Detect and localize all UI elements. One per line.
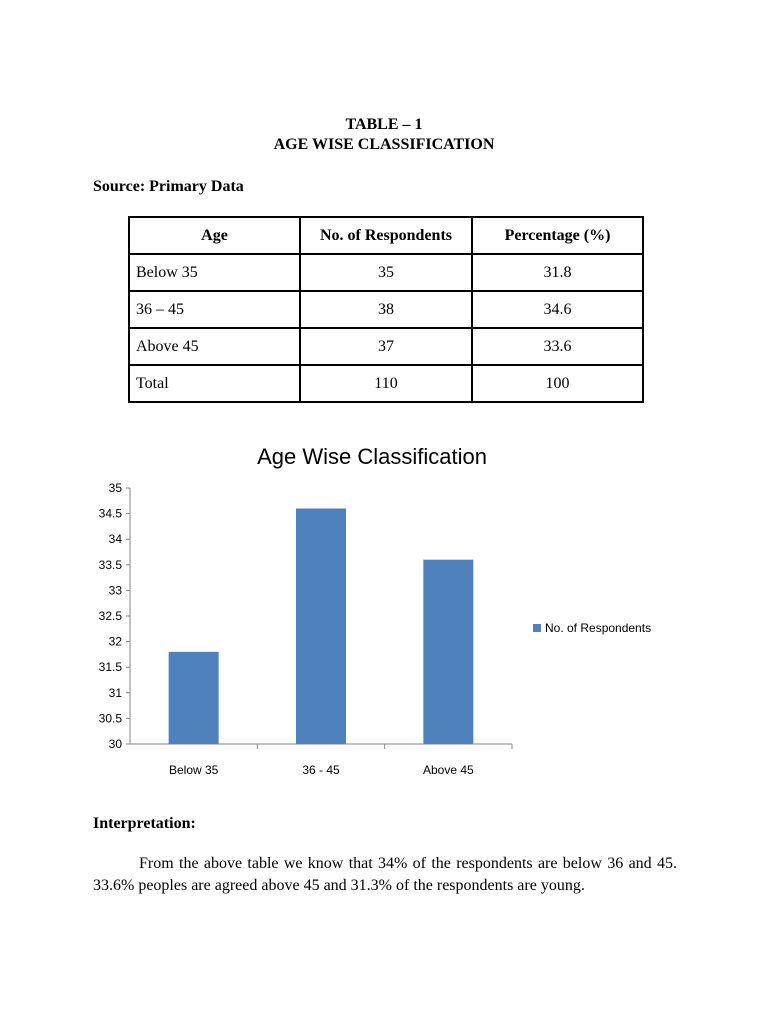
table-cell: Below 35 <box>129 254 300 291</box>
table-row <box>129 328 643 365</box>
x-tick-label: Above 45 <box>422 763 474 777</box>
table-cell: 36 – 45 <box>129 291 300 328</box>
x-tick-label: Below 35 <box>168 763 219 777</box>
bar-below-35 <box>169 652 219 744</box>
table-cell: 33.6 <box>472 328 643 365</box>
table-cell: 38 <box>300 291 472 328</box>
table-cell: Above 45 <box>129 328 300 365</box>
age-classification-table <box>128 216 644 403</box>
table-header-row <box>129 217 643 254</box>
interpretation-heading: Interpretation: <box>93 815 196 832</box>
y-tick-label: 31.5 <box>98 660 122 675</box>
chart-bars <box>169 508 474 744</box>
table-cell: 100 <box>472 365 643 402</box>
table-cell: 34.6 <box>472 291 643 328</box>
y-tick-label: 33 <box>108 583 122 598</box>
table-row <box>129 254 643 291</box>
y-tick-label: 32.5 <box>98 609 122 623</box>
y-tick-label: 35 <box>108 481 122 495</box>
legend-swatch <box>533 624 541 632</box>
bar-above-45 <box>423 560 473 744</box>
chart-legend <box>533 621 651 635</box>
source-line: Source: Primary Data <box>93 178 244 195</box>
y-tick-label: 32 <box>108 634 122 649</box>
y-tick-label: 34 <box>108 532 122 547</box>
table-cell: 37 <box>300 328 472 365</box>
y-tick-label: 34.5 <box>98 506 122 521</box>
bar-36-45 <box>296 508 346 744</box>
bar-chart <box>60 430 700 790</box>
column-header-respondents: No. of Respondents <box>300 217 472 254</box>
table-cell: 31.8 <box>472 254 643 291</box>
interpretation-text: From the above table we know that 34% of the respondents are below 36 and 45. 33.6% peoples are agreed above 45 and 31.3% of the respondents are young. <box>93 855 677 894</box>
table-row-total <box>129 365 643 402</box>
table-title: TABLE – 1 <box>345 116 423 133</box>
x-tick-label: 36 - 45 <box>302 763 340 777</box>
table-row <box>129 291 643 328</box>
table-cell: 110 <box>300 365 472 402</box>
table-cell: Total <box>129 365 300 402</box>
y-tick-label: 30 <box>108 737 122 751</box>
column-header-percentage: Percentage (%) <box>472 217 643 254</box>
y-tick-label: 31 <box>108 685 122 700</box>
table-subtitle: AGE WISE CLASSIFICATION <box>273 136 495 153</box>
y-tick-label: 33.5 <box>98 557 122 572</box>
y-tick-label: 30.5 <box>98 711 122 726</box>
chart-title: Age Wise Classification <box>257 444 487 469</box>
column-header-age: Age <box>129 217 300 254</box>
table-cell: 35 <box>300 254 472 291</box>
legend-label: No. of Respondents <box>545 621 652 635</box>
